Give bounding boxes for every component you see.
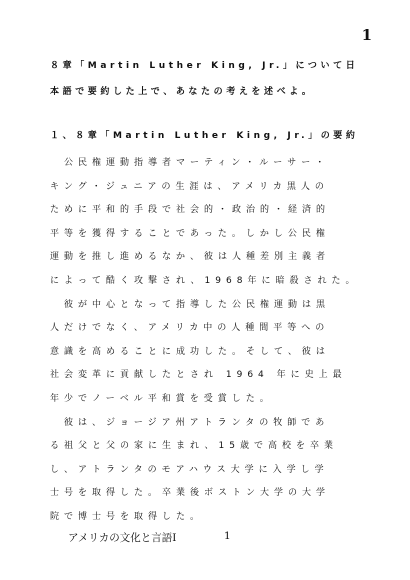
body-line: によって酷く攻撃され、1968年に暗殺された。 <box>50 276 360 286</box>
body-line: 年少でノーベル平和賞を受賞した。 <box>50 394 274 404</box>
body-line: 人だけでなく、アメリカ中の人種間平等への <box>50 323 330 334</box>
body-line: 社会変革に貢献したとされ 1964 年に史上最 <box>50 370 347 381</box>
body-line: 士号を取得した。卒業後ボストン大学の大学 <box>50 488 331 499</box>
assignment-prompt-line-2: 本語で要約した上で、あなたの考えを述べよ。 <box>50 87 315 97</box>
body-line: 運動を推し進めるなか、彼は人種差別主義者 <box>50 252 331 263</box>
section-heading: １、８章「Martin Luther King, Jr.」の要約 <box>50 131 359 141</box>
body-line: し、アトランタのモアハウス大学に入学し学 <box>50 464 329 475</box>
body-line: 意識を高めることに成功した。そして、彼は <box>50 346 330 357</box>
body-line: 平等を獲得することであった。しかし公民権 <box>50 228 330 239</box>
page-number: 1 <box>361 26 372 44</box>
body-line: 公民権運動指導者マーティン・ルーサー・ <box>50 158 330 168</box>
body-line: ために平和的手段で社会的・政治的・経済的 <box>50 205 331 216</box>
footer-page-number: 1 <box>224 530 231 542</box>
body-line: 院で博士号を取得した。 <box>50 512 205 522</box>
assignment-prompt-line-1: ８章「Martin Luther King, Jr.」について日 <box>50 61 359 71</box>
body-line: 彼が中心となって指導した公民権運動は黒 <box>50 299 331 310</box>
footer-course-title: アメリカの文化と言語Ⅰ <box>68 532 177 544</box>
body-line: キング・ジュニアの生涯は、アメリカ黒人の <box>50 181 329 192</box>
body-line: る祖父と父の家に生まれ、15歳で高校を卒業 <box>50 441 338 452</box>
body-line: 彼は、ジョージア州アトランタの牧師であ <box>50 417 330 428</box>
